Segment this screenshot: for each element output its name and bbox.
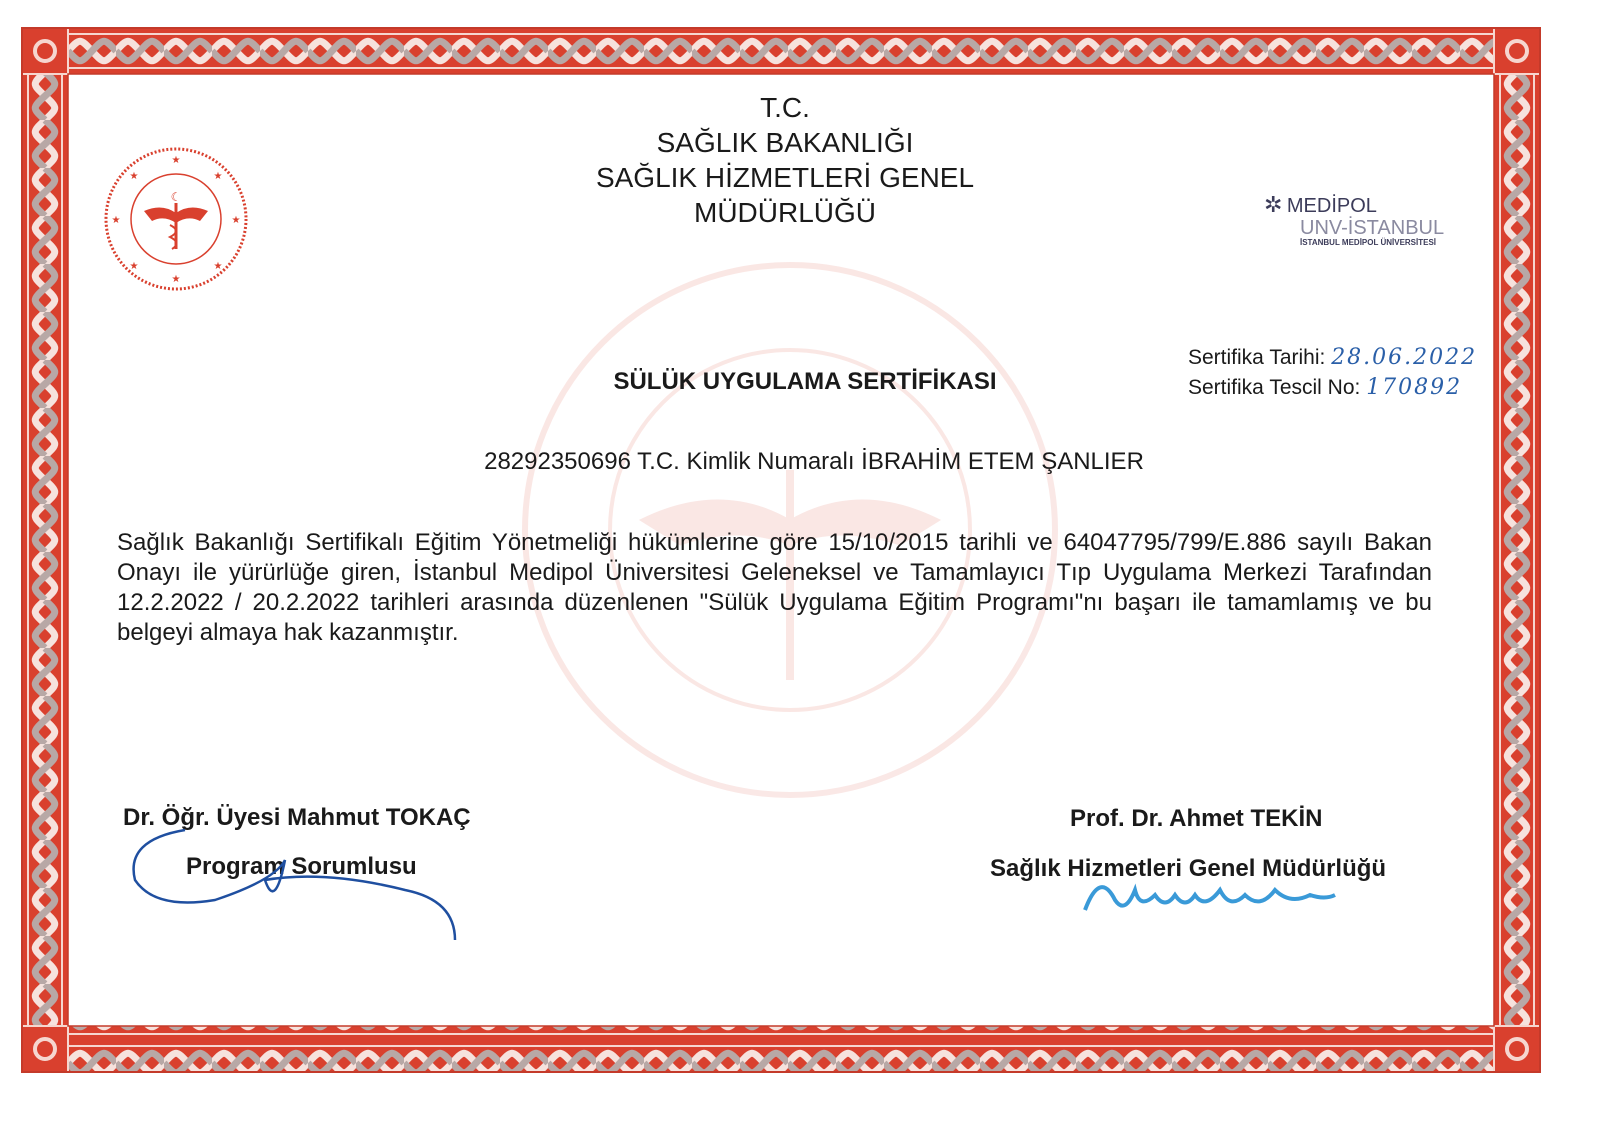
certificate-date: 28.06.2022 xyxy=(1331,345,1478,370)
issuer-header: T.C. SAĞLIK BAKANLIĞI SAĞLIK HİZMETLERİ GENEL MÜDÜRLÜĞÜ xyxy=(595,92,975,228)
signatory-left-name: Dr. Öğr. Üyesi Mahmut TOKAÇ xyxy=(123,804,471,831)
signature-right xyxy=(1080,860,1350,920)
signature-left xyxy=(125,820,465,950)
svg-text:★: ★ xyxy=(129,171,139,182)
svg-text:☾: ☾ xyxy=(170,190,182,204)
svg-text:★: ★ xyxy=(213,261,223,272)
certificate-body: Sağlık Bakanlığı Sertifikalı Eğitim Yönetmeliği hükümlerine göre 15/10/2015 tarihli ve 64047795/799/E.886 sayılı Bakan Onayı ile yürürlüğe giren, İstanbul Medipol Üniversitesi Geleneksel ve Tamamlayıcı Tıp Uygulama Merkezi Tarafından 12.2.2022 / 20.2.2022 tarihleri arasında düzenlenen "Sülük Uygulama Eğitim Programı"nı başarı ile tamamlamış ve bu belgeyi almaya hak kazanmıştır. xyxy=(117,529,1432,646)
svg-text:★: ★ xyxy=(231,215,241,226)
medipol-logo: ✲ MEDİPOL UNV-İSTANBUL İSTANBUL MEDİPOL ÜNİVERSİTESİ xyxy=(1264,192,1445,247)
signatory-left-role: Program Sorumlusu xyxy=(186,853,417,880)
svg-text:★: ★ xyxy=(213,171,223,182)
recipient-line: 28292350696 T.C. Kimlik Numaralı İBRAHİM ETEM ŞANLIER xyxy=(484,448,1144,475)
registration-number: 170892 xyxy=(1366,375,1463,400)
certificate-info: Sertifika Tarihi: 28.06.2022 Sertifika Tescil No: 170892 xyxy=(1188,345,1478,400)
signatory-right-name: Prof. Dr. Ahmet TEKİN xyxy=(1070,805,1323,832)
svg-text:★: ★ xyxy=(171,155,181,166)
ministry-seal-icon xyxy=(102,145,250,293)
medipol-mark-icon: ✲ xyxy=(1264,192,1283,217)
svg-text:★: ★ xyxy=(111,215,121,226)
signatory-right-role: Sağlık Hizmetleri Genel Müdürlüğü xyxy=(990,855,1387,882)
svg-text:★: ★ xyxy=(171,274,181,285)
certificate-title: SÜLÜK UYGULAMA SERTİFİKASI xyxy=(613,368,997,395)
svg-text:★: ★ xyxy=(129,261,139,272)
